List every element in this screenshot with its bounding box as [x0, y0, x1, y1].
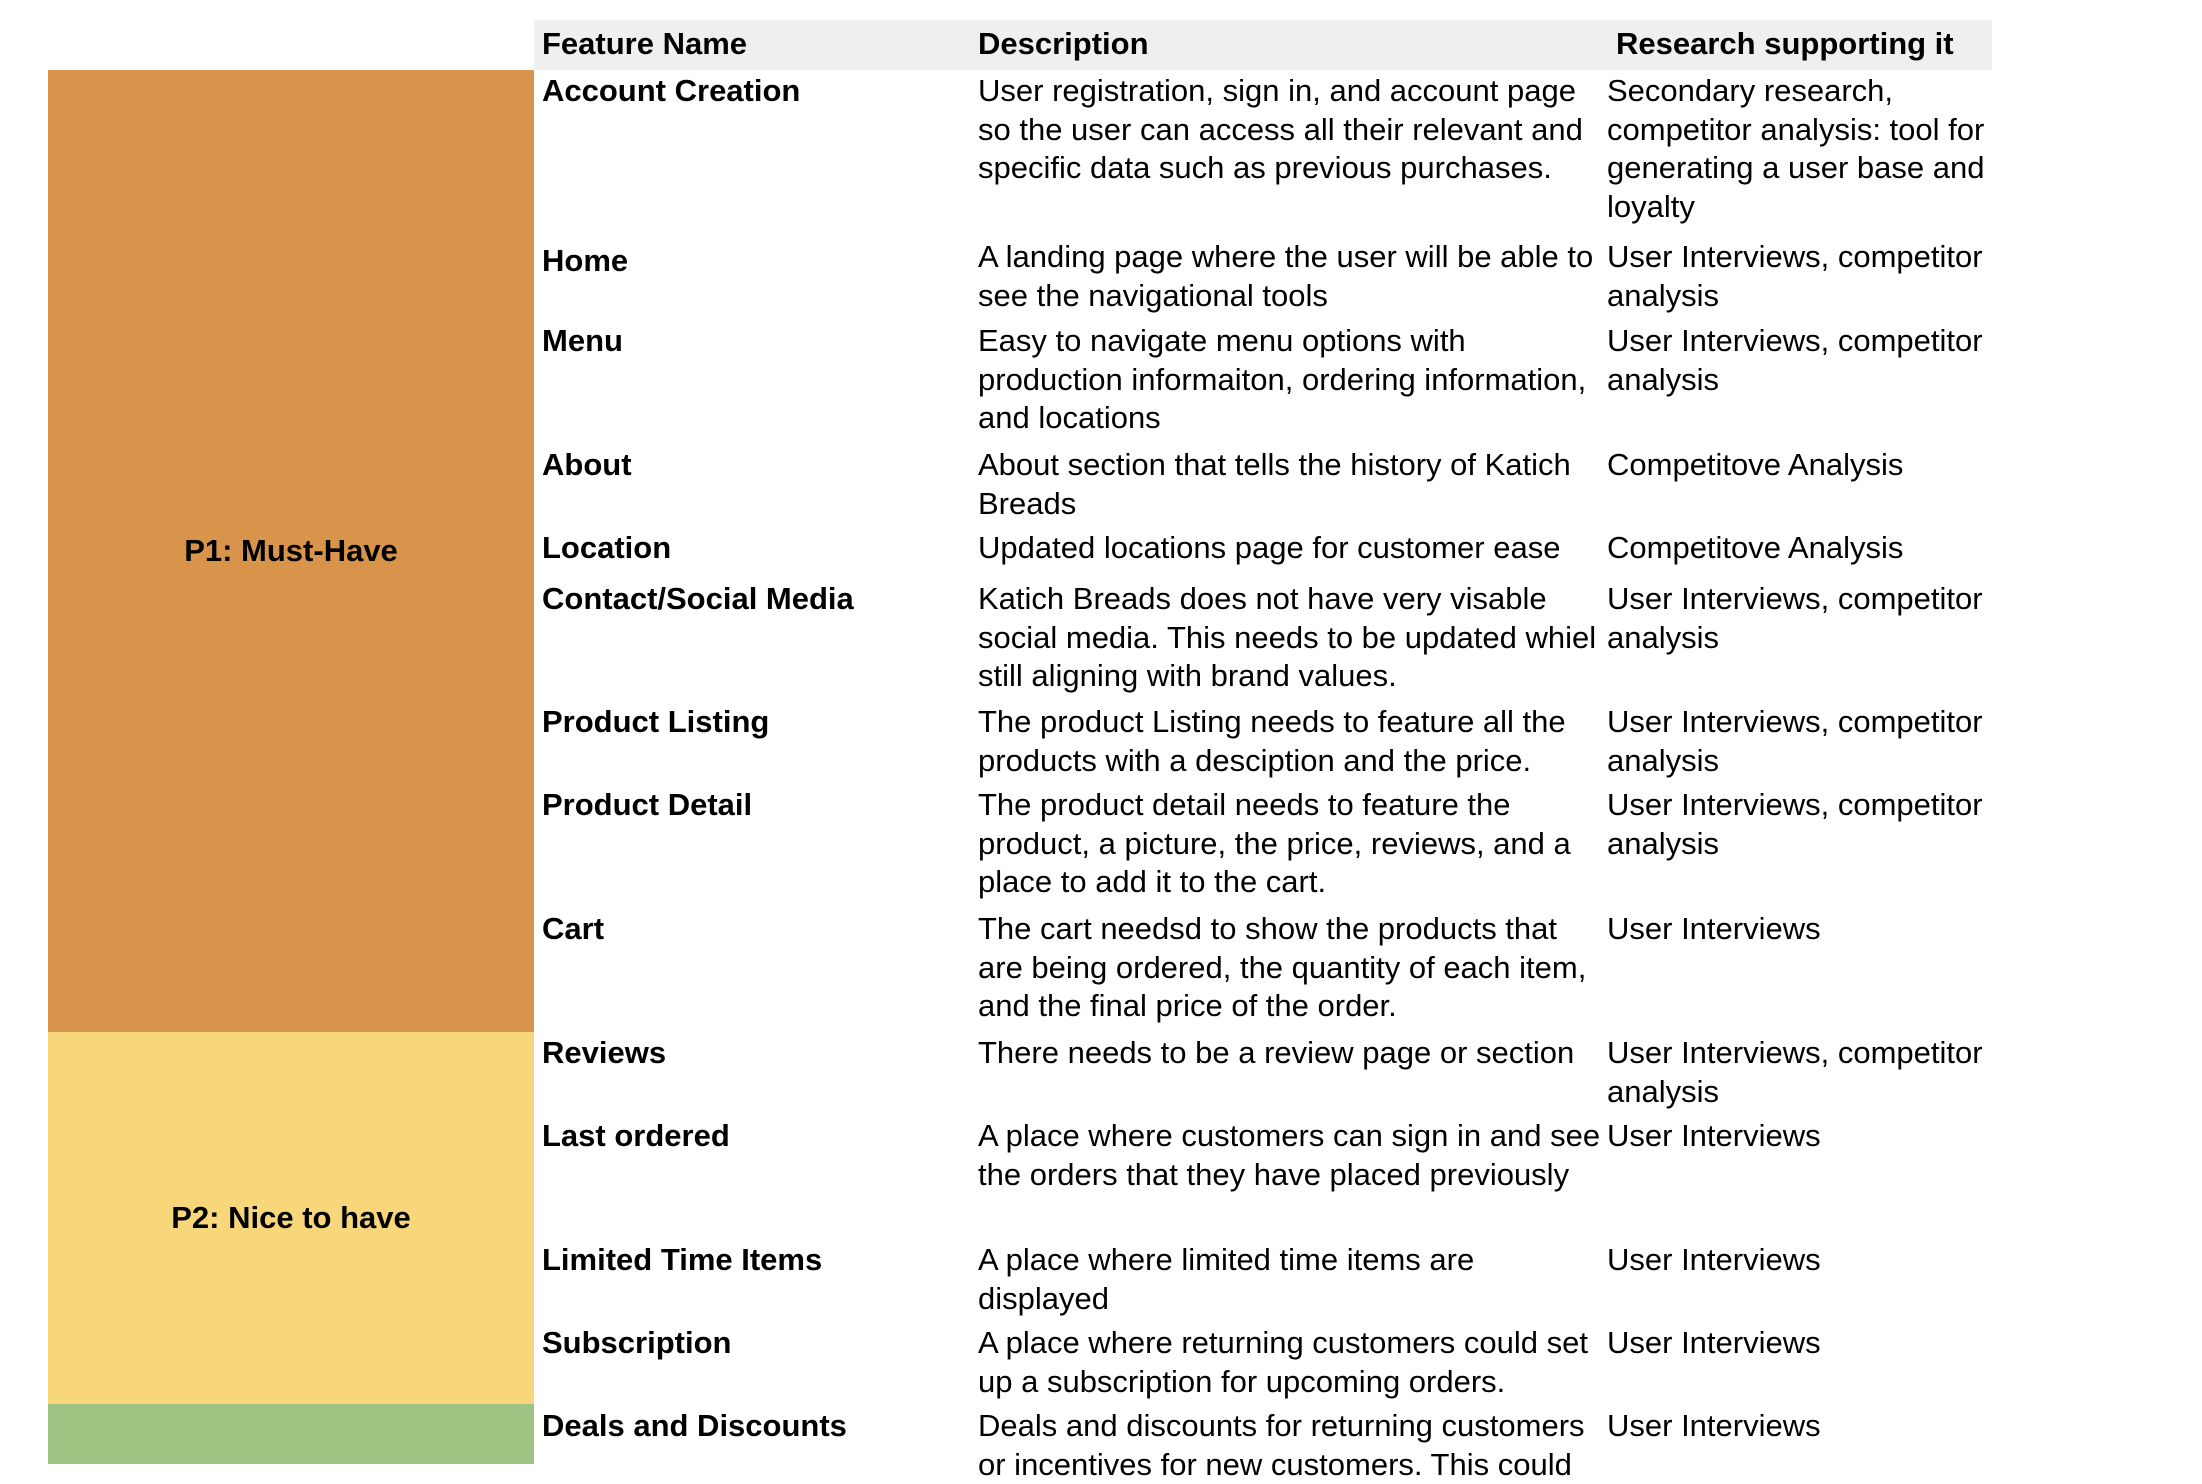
table-header — [534, 20, 1992, 70]
priority-band-p2 — [48, 1032, 534, 1404]
feature-name: Menu — [542, 323, 623, 358]
feature-description: The product Listing needs to feature all the products with a desciption and the price. — [978, 704, 1566, 778]
feature-research: User Interviews — [1607, 1408, 1821, 1443]
feature-research: User Interviews, competitor analysis — [1607, 704, 1983, 778]
feature-name: Product Listing — [542, 704, 770, 739]
feature-name: Cart — [542, 911, 605, 946]
feature-name: Deals and Discounts — [542, 1408, 847, 1443]
header-feature-name: Feature Name — [542, 26, 748, 61]
feature-name: Location — [542, 530, 672, 565]
feature-name: Last ordered — [542, 1118, 730, 1153]
feature-description: The cart needsd to show the products that are being ordered, the quantity of each item, and the final price of the order. — [978, 911, 1587, 1023]
feature-description: A place where returning customers could set up a subscription for upcoming orders. — [978, 1325, 1588, 1399]
priority-label-p2: P2: Nice to have — [171, 1200, 411, 1235]
feature-research: Competitove Analysis — [1607, 447, 1904, 482]
feature-description: User registration, sign in, and account page so the user can access all their relevant and specific data such as previous purchases. — [978, 73, 1583, 185]
feature-description: Updated locations page for customer ease — [978, 530, 1561, 565]
feature-description: A landing page where the user will be able to see the navigational tools — [978, 239, 1594, 313]
header-research: Research supporting it — [1616, 26, 1954, 61]
feature-description: Deals and discounts for returning customers or incentives for new customers. This could — [978, 1408, 1585, 1482]
priority-band-p3 — [48, 1404, 534, 1464]
feature-description: A place where customers can sign in and see the orders that they have placed previously — [978, 1118, 1601, 1192]
feature-name: Account Creation — [542, 73, 801, 108]
feature-name: Product Detail — [542, 787, 753, 822]
feature-research: Competitove Analysis — [1607, 530, 1904, 565]
feature-research: User Interviews, competitor analysis — [1607, 323, 1983, 397]
feature-name: About — [542, 447, 632, 482]
priority-label-p1: P1: Must-Have — [184, 533, 398, 568]
feature-description: There needs to be a review page or section — [978, 1035, 1575, 1070]
feature-research: User Interviews, competitor analysis — [1607, 239, 1983, 313]
feature-research: User Interviews, competitor analysis — [1607, 787, 1983, 861]
feature-research: User Interviews, competitor analysis — [1607, 581, 1983, 655]
priority-band-p1 — [48, 70, 534, 1032]
feature-description: Katich Breads does not have very visable social media. This needs to be updated whiel still aligning with brand values. — [978, 581, 1597, 693]
feature-research: User Interviews — [1607, 1242, 1821, 1277]
feature-research: User Interviews, competitor analysis — [1607, 1035, 1983, 1109]
feature-description: About section that tells the history of Katich Breads — [978, 447, 1571, 521]
feature-research: Secondary research, competitor analysis: tool for generating a user base and loyalty — [1607, 73, 1985, 224]
feature-research: User Interviews — [1607, 1118, 1821, 1153]
feature-description: A place where limited time items are displayed — [978, 1242, 1475, 1316]
feature-name: Reviews — [542, 1035, 667, 1070]
feature-description: Easy to navigate menu options with production informaiton, ordering information, and locations — [978, 323, 1587, 435]
feature-name: Contact/Social Media — [542, 581, 854, 616]
feature-research: User Interviews — [1607, 911, 1821, 946]
feature-name: Limited Time Items — [542, 1242, 823, 1277]
feature-research: User Interviews — [1607, 1325, 1821, 1360]
header-description: Description — [978, 26, 1149, 61]
feature-name: Home — [542, 243, 629, 278]
feature-description: The product detail needs to feature the product, a picture, the price, reviews, and a place to add it to the cart. — [978, 787, 1571, 899]
feature-name: Subscription — [542, 1325, 732, 1360]
